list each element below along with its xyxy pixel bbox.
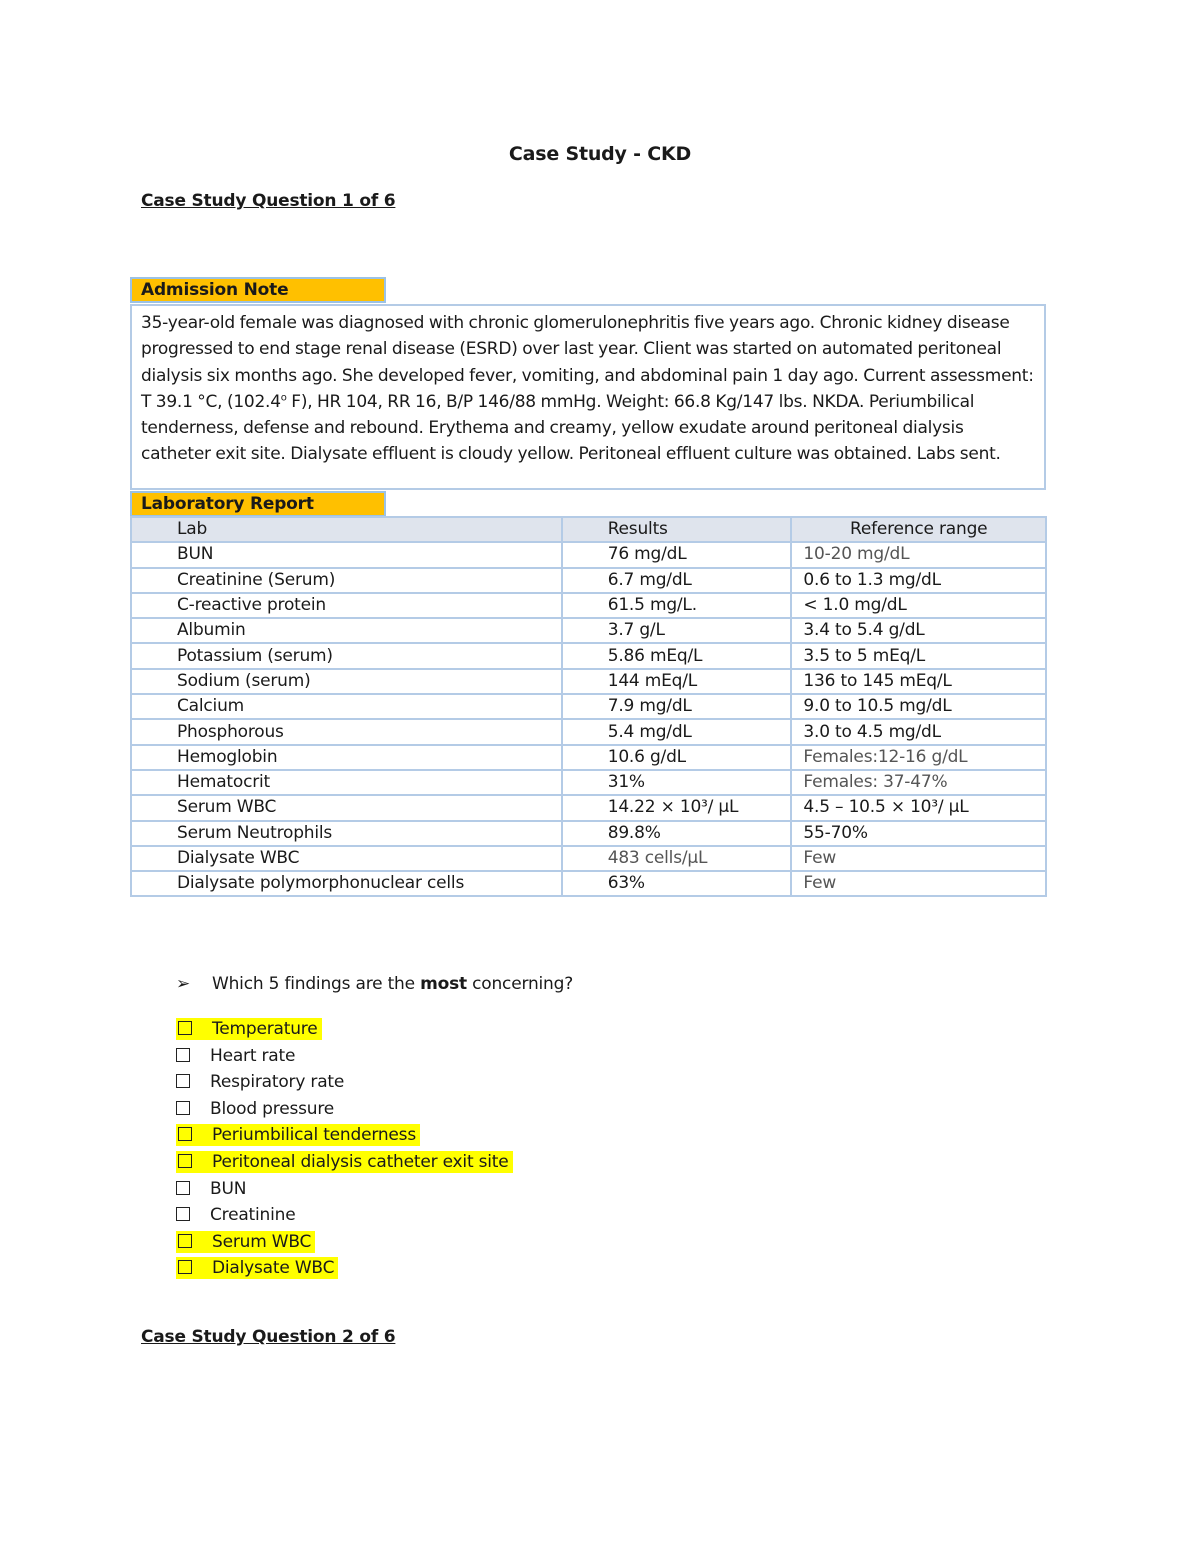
answer-option[interactable] bbox=[176, 1178, 513, 1205]
answer-option-label: Temperature bbox=[212, 1019, 318, 1039]
answer-option-label: Blood pressure bbox=[210, 1098, 335, 1119]
lab-reference-cell: < 1.0 mg/dL bbox=[791, 593, 1046, 618]
lab-report-label: Laboratory Report bbox=[130, 491, 386, 517]
checkbox-icon[interactable] bbox=[178, 1127, 192, 1141]
lab-row bbox=[131, 593, 1046, 618]
checkbox-icon[interactable] bbox=[178, 1021, 192, 1035]
answer-option[interactable] bbox=[176, 1231, 513, 1258]
lab-name-cell: Hematocrit bbox=[131, 770, 562, 795]
lab-name-cell: Sodium (serum) bbox=[131, 669, 562, 694]
checkbox-icon[interactable] bbox=[176, 1101, 190, 1115]
answer-option[interactable] bbox=[176, 1098, 513, 1125]
checkbox-icon[interactable] bbox=[176, 1207, 190, 1221]
lab-result-cell: 3.7 g/L bbox=[562, 618, 792, 643]
lab-name-cell: Potassium (serum) bbox=[131, 643, 562, 668]
answer-option-label: Dialysate WBC bbox=[212, 1258, 335, 1279]
answer-option-label: Peritoneal dialysis catheter exit site bbox=[212, 1151, 509, 1172]
lab-row bbox=[131, 618, 1046, 643]
lab-name-cell: Phosphorous bbox=[131, 719, 562, 744]
lab-result-cell: 63% bbox=[562, 871, 792, 896]
lab-reference-cell: Females: 37-47% bbox=[791, 770, 1046, 795]
question-prompt bbox=[176, 974, 573, 994]
admission-note-part2: F), HR 104, RR 16, B/P 146/88 mmHg. Weight: 66.8 Kg/147 lbs. NKDA. Periumbilical tenderness, defense and rebound. Erythema and creamy, yellow exudate around peritoneal dialysis catheter exit site. Dialysate effluent is cloudy yellow. Peritoneal effluent culture was obtained. Labs sent. bbox=[141, 391, 1001, 465]
lab-reference-cell: 3.5 to 5 mEq/L bbox=[791, 643, 1046, 668]
lab-row bbox=[131, 719, 1046, 744]
lab-row bbox=[131, 770, 1046, 795]
lab-row bbox=[131, 745, 1046, 770]
answer-option-label: BUN bbox=[210, 1178, 247, 1199]
answer-option-label: Respiratory rate bbox=[210, 1072, 345, 1093]
lab-result-cell: 10.6 g/dL bbox=[562, 745, 792, 770]
answer-option[interactable] bbox=[176, 1018, 513, 1045]
lab-column-header: Lab bbox=[131, 517, 562, 542]
checkbox-icon[interactable] bbox=[178, 1234, 192, 1248]
checkbox-icon[interactable] bbox=[178, 1260, 192, 1274]
answer-option[interactable] bbox=[176, 1071, 513, 1098]
lab-result-cell: 76 mg/dL bbox=[562, 542, 792, 567]
lab-reference-cell: 4.5 – 10.5 × 10³/ µL bbox=[791, 795, 1046, 820]
lab-name-cell: BUN bbox=[131, 542, 562, 567]
lab-name-cell: Dialysate WBC bbox=[131, 846, 562, 871]
lab-row bbox=[131, 568, 1046, 593]
lab-result-cell: 483 cells/µL bbox=[562, 846, 792, 871]
lab-name-cell: Albumin bbox=[131, 618, 562, 643]
lab-reference-cell: 9.0 to 10.5 mg/dL bbox=[791, 694, 1046, 719]
lab-result-cell: 31% bbox=[562, 770, 792, 795]
lab-table bbox=[130, 516, 1047, 897]
question-text-before: Which 5 findings are the bbox=[212, 974, 421, 994]
lab-name-cell: Hemoglobin bbox=[131, 745, 562, 770]
question-text-bold: most bbox=[420, 974, 467, 994]
lab-result-cell: 89.8% bbox=[562, 821, 792, 846]
lab-row bbox=[131, 821, 1046, 846]
question-2-heading: Case Study Question 2 of 6 bbox=[141, 1327, 396, 1347]
reference-column-header: Reference range bbox=[791, 517, 1046, 542]
lab-reference-cell: 55-70% bbox=[791, 821, 1046, 846]
lab-row bbox=[131, 694, 1046, 719]
lab-result-cell: 14.22 × 10³/ µL bbox=[562, 795, 792, 820]
admission-note-part1: 35-year-old female was diagnosed with chronic glomerulonephritis five years ago. Chronic kidney disease progressed to end stage renal disease (ESRD) over last year. Client was started on automated peritoneal dialysis six months ago. She developed fever, vomiting, and abdominal pain 1 day ago. Current assessment: T 39.1 °C, (102.4 bbox=[141, 313, 1034, 412]
lab-name-cell: Dialysate polymorphonuclear cells bbox=[131, 871, 562, 896]
admission-note-label: Admission Note bbox=[130, 277, 386, 303]
page-title: Case Study - CKD bbox=[508, 143, 692, 165]
degree-symbol: o bbox=[280, 392, 287, 404]
lab-result-cell: 144 mEq/L bbox=[562, 669, 792, 694]
lab-name-cell: C-reactive protein bbox=[131, 593, 562, 618]
checkbox-icon[interactable] bbox=[176, 1074, 190, 1088]
answer-options bbox=[176, 1018, 513, 1284]
lab-row bbox=[131, 542, 1046, 567]
answer-option[interactable] bbox=[176, 1045, 513, 1072]
lab-result-cell: 7.9 mg/dL bbox=[562, 694, 792, 719]
question-text-after: concerning? bbox=[466, 974, 574, 994]
checkbox-icon[interactable] bbox=[176, 1181, 190, 1195]
answer-option[interactable] bbox=[176, 1204, 513, 1231]
lab-row bbox=[131, 669, 1046, 694]
lab-result-cell: 5.86 mEq/L bbox=[562, 643, 792, 668]
answer-option-label: Creatinine bbox=[210, 1205, 296, 1226]
lab-reference-cell: 10-20 mg/dL bbox=[791, 542, 1046, 567]
answer-option-label: Heart rate bbox=[210, 1045, 296, 1066]
lab-name-cell: Serum WBC bbox=[131, 795, 562, 820]
question-1-heading: Case Study Question 1 of 6 bbox=[141, 191, 396, 211]
lab-row bbox=[131, 795, 1046, 820]
lab-reference-cell: Few bbox=[791, 871, 1046, 896]
lab-reference-cell: 3.4 to 5.4 g/dL bbox=[791, 618, 1046, 643]
lab-reference-cell: Females:12-16 g/dL bbox=[791, 745, 1046, 770]
results-column-header: Results bbox=[562, 517, 792, 542]
answer-option[interactable] bbox=[176, 1151, 513, 1178]
lab-reference-cell: 0.6 to 1.3 mg/dL bbox=[791, 568, 1046, 593]
arrow-bullet-icon: ➢ bbox=[176, 974, 191, 994]
checkbox-icon[interactable] bbox=[178, 1154, 192, 1168]
lab-name-cell: Calcium bbox=[131, 694, 562, 719]
lab-row bbox=[131, 871, 1046, 896]
lab-reference-cell: 136 to 145 mEq/L bbox=[791, 669, 1046, 694]
lab-result-cell: 6.7 mg/dL bbox=[562, 568, 792, 593]
lab-row bbox=[131, 643, 1046, 668]
lab-reference-cell: 3.0 to 4.5 mg/dL bbox=[791, 719, 1046, 744]
checkbox-icon[interactable] bbox=[176, 1048, 190, 1062]
lab-result-cell: 5.4 mg/dL bbox=[562, 719, 792, 744]
admission-note-text bbox=[130, 304, 1046, 490]
lab-reference-cell: Few bbox=[791, 846, 1046, 871]
lab-result-cell: 61.5 mg/L. bbox=[562, 593, 792, 618]
answer-option[interactable] bbox=[176, 1124, 513, 1151]
answer-option-label: Serum WBC bbox=[212, 1231, 312, 1252]
answer-option[interactable] bbox=[176, 1257, 513, 1284]
lab-name-cell: Serum Neutrophils bbox=[131, 821, 562, 846]
answer-option-label: Periumbilical tenderness bbox=[212, 1125, 416, 1146]
lab-table-header bbox=[131, 517, 1046, 542]
lab-row bbox=[131, 846, 1046, 871]
lab-name-cell: Creatinine (Serum) bbox=[131, 568, 562, 593]
